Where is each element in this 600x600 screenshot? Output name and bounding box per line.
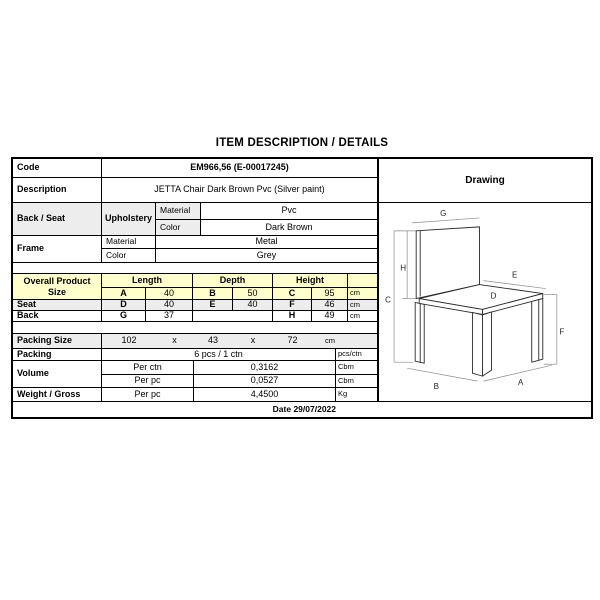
- packing-size-times1: x: [172, 335, 177, 346]
- volume-per-ctn-value: 0,3162: [194, 361, 336, 375]
- packing-unit: pcs/ctn: [336, 349, 378, 361]
- back-seat-color-value: Dark Brown: [201, 220, 378, 236]
- description-label: Description: [13, 178, 102, 203]
- back-seat-material-label: Material: [156, 203, 201, 220]
- dim-label-d: D: [490, 291, 497, 301]
- page-title: ITEM DESCRIPTION / DETAILS: [215, 137, 389, 149]
- spacer-row: [13, 263, 378, 274]
- frame-material-label: Material: [102, 236, 156, 249]
- seat-e-key: E: [193, 300, 233, 311]
- dim-label-g: G: [440, 208, 447, 218]
- overall-b-value: 50: [233, 288, 273, 300]
- chair-drawing: [379, 203, 591, 401]
- volume-label: Volume: [13, 361, 102, 388]
- weight-per-pc-label: Per pc: [102, 388, 194, 402]
- item-details-table: [11, 157, 593, 419]
- seat-unit: cm: [348, 300, 378, 311]
- dim-label-b: B: [433, 382, 439, 392]
- packing-size-depth: 43: [207, 335, 218, 346]
- dim-label-f: F: [559, 327, 565, 337]
- back-g-key: G: [102, 311, 146, 322]
- frame-material-value: Metal: [156, 236, 378, 249]
- dim-label-a: A: [517, 378, 524, 388]
- packing-size-value: [102, 334, 378, 349]
- weight-unit: Kg: [336, 388, 378, 402]
- packing-size-unit: cm: [325, 335, 335, 345]
- packing-size-length: 102: [121, 335, 137, 346]
- column-header-height: Height: [273, 274, 348, 288]
- frame-color-label: Color: [102, 249, 156, 263]
- seat-f-value: 46: [312, 300, 348, 311]
- chair-leg-front: [472, 312, 482, 376]
- code-label: Code: [13, 159, 102, 178]
- overall-a-value: 40: [146, 288, 193, 300]
- overall-size-label: [13, 274, 102, 300]
- overall-a-key: A: [102, 288, 146, 300]
- date-row: Date 29/07/2022: [13, 402, 591, 417]
- weight-label: Weight / Gross: [13, 388, 102, 402]
- back-g-value: 37: [146, 311, 193, 322]
- volume-per-pc-unit: Cbm: [336, 375, 378, 388]
- seat-e-value: 40: [233, 300, 273, 311]
- seat-row-label: Seat: [13, 300, 102, 311]
- back-h-value: 49: [312, 311, 348, 322]
- back-seat-material-value: Pvc: [201, 203, 378, 220]
- volume-per-pc-value: 0,0527: [194, 375, 336, 388]
- seat-d-key: D: [102, 300, 146, 311]
- code-value: EM966,56 (E-00017245): [102, 159, 378, 178]
- frame-color-value: Grey: [156, 249, 378, 263]
- back-empty-cell: [193, 311, 273, 322]
- back-seat-label: Back / Seat: [13, 203, 102, 236]
- frame-label: Frame: [13, 236, 102, 263]
- packing-size-label: Packing Size: [13, 334, 102, 349]
- seat-d-value: 40: [146, 300, 193, 311]
- chair-leg-left: [415, 302, 424, 363]
- volume-per-ctn-unit: Cbm: [336, 361, 378, 375]
- column-header-unit-spacer: [348, 274, 378, 288]
- dim-label-e: E: [511, 270, 518, 280]
- overall-size-label-line2: Size: [47, 286, 66, 297]
- back-h-key: H: [273, 311, 312, 322]
- back-row-label: Back: [13, 311, 102, 322]
- seat-f-key: F: [273, 300, 312, 311]
- drawing-header: Drawing: [378, 159, 591, 203]
- spacer-row: [13, 322, 378, 334]
- packing-size-times2: x: [250, 335, 256, 346]
- overall-c-value: 95: [312, 288, 348, 300]
- chair-leg-right: [532, 299, 543, 363]
- volume-per-ctn-label: Per ctn: [102, 361, 194, 375]
- overall-size-label-line1: Overall Product: [23, 276, 91, 287]
- overall-unit: cm: [348, 288, 378, 300]
- column-header-depth: Depth: [193, 274, 273, 288]
- description-value: JETTA Chair Dark Brown Pvc (Silver paint): [102, 178, 378, 203]
- packing-size-height: 72: [287, 335, 298, 346]
- packing-label: Packing: [13, 349, 102, 361]
- back-unit: cm: [348, 311, 378, 322]
- dim-label-h: H: [400, 263, 407, 273]
- overall-b-key: B: [193, 288, 233, 300]
- upholstery-label: Upholstery: [102, 203, 156, 236]
- column-header-length: Length: [102, 274, 193, 288]
- drawing-canvas: [378, 203, 591, 402]
- back-seat-color-label: Color: [156, 220, 201, 236]
- volume-per-pc-label: Per pc: [102, 375, 194, 388]
- overall-c-key: C: [273, 288, 312, 300]
- packing-value: 6 pcs / 1 ctn: [102, 349, 336, 361]
- weight-per-pc-value: 4,4500: [194, 388, 336, 402]
- dim-label-c: C: [385, 295, 391, 305]
